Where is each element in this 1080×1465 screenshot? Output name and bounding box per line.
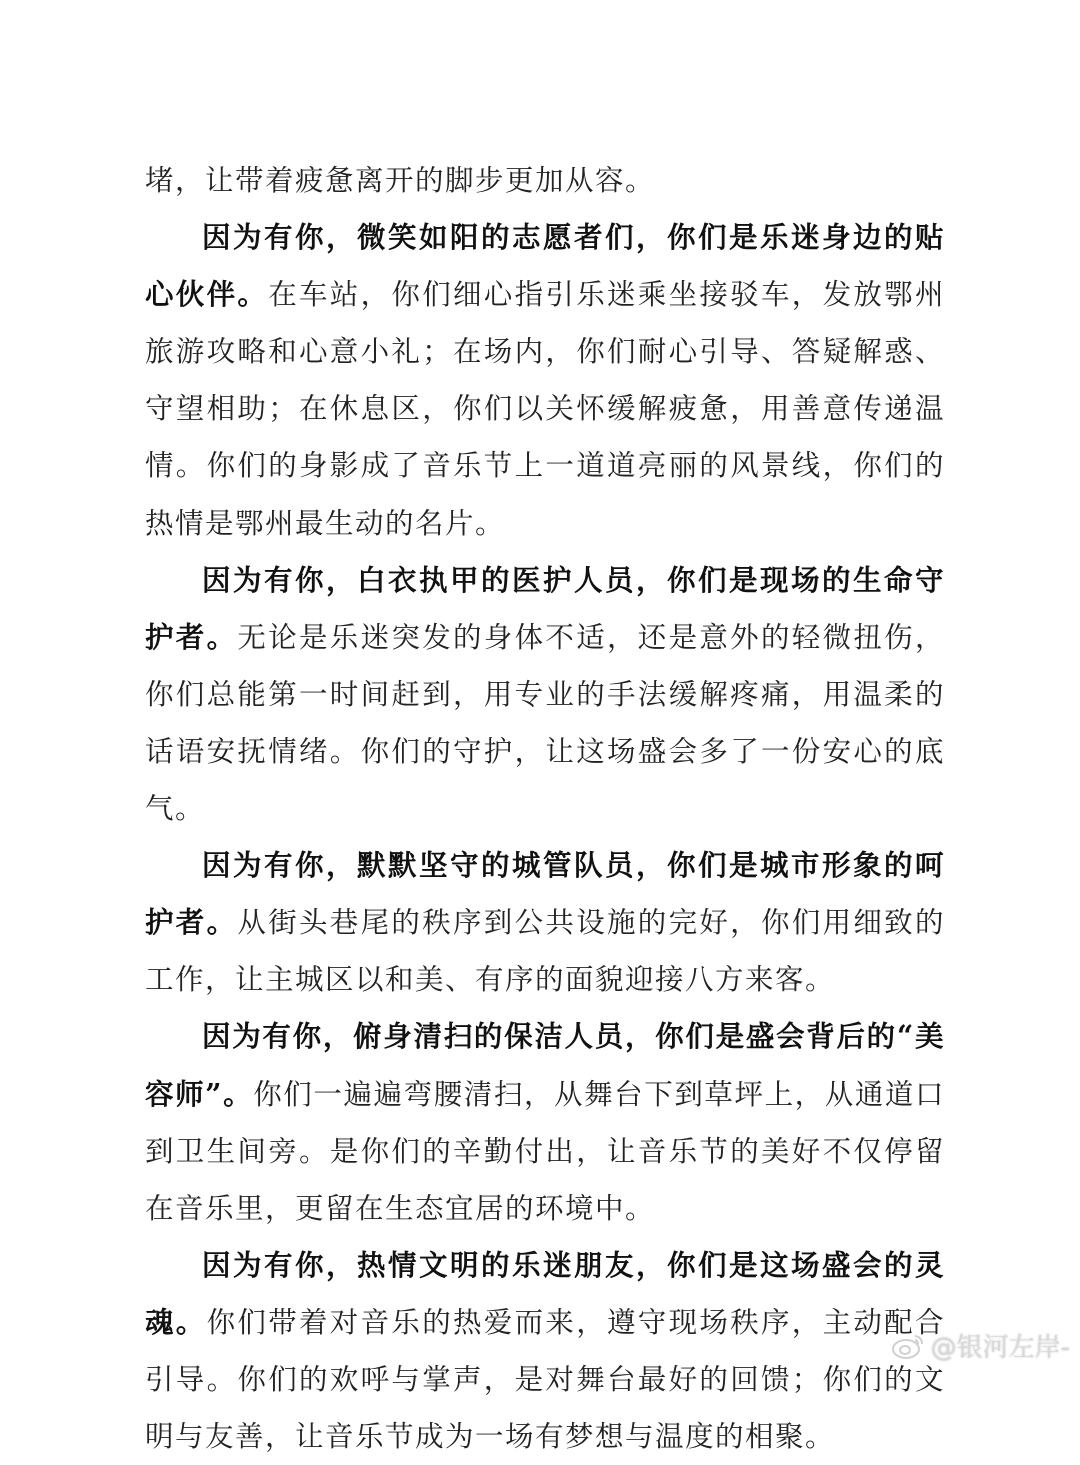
paragraph-text: 无论是乐迷突发的身体不适，还是意外的轻微扭伤，你们总能第一时间赶到，用专业的手法缓解疼痛，用温柔的话语安抚情绪。你们的守护，让这场盛会多了一份安心的底气。 [145, 620, 945, 826]
paragraph-text: 在车站，你们细心指引乐迷乘坐接驳车，发放鄂州旅游攻略和心意小礼；在场内，你们耐心引导、答疑解惑、守望相助；在休息区，你们以关怀缓解疲惫，用善意传递温情。你们的身影成了音乐节上一道道亮丽的风景线，你们的热情是鄂州最生动的名片。 [145, 278, 945, 540]
paragraph-lead: 因为有你，默默坚守的城管队员，你们是城市形象的呵护者。 [145, 848, 945, 940]
paragraph-text: 你们一遍遍弯腰清扫，从舞台下到草坪上，从通道口到卫生间旁。是你们的辛勤付出，让音乐节的美好不仅停留在音乐里，更留在生态宜居的环境中。 [145, 1077, 945, 1225]
paragraph-lead: 因为有你，微笑如阳的志愿者们，你们是乐迷身边的贴心伙伴。 [145, 220, 945, 312]
paragraph-lead: 因为有你，热情文明的乐迷朋友，你们是这场盛会的灵魂。 [145, 1247, 945, 1339]
paragraph-volunteers [145, 209, 945, 552]
paragraph-city-management [145, 837, 945, 1008]
paragraph-cleaners [145, 1008, 945, 1236]
watermark [891, 1327, 1070, 1364]
paragraph-continued [145, 152, 945, 209]
paragraph-text: 你们带着对音乐的热爱而来，遵守现场秩序，主动配合引导。你们的欢呼与掌声，是对舞台最好的回馈；你们的文明与友善，让音乐节成为一场有梦想与温度的相聚。 [145, 1305, 945, 1454]
paragraph-lead: 因为有你，俯身清扫的保洁人员，你们是盛会背后的“美容师”。 [145, 1019, 945, 1111]
paragraph-medical [145, 552, 945, 837]
paragraph-fans [145, 1237, 945, 1465]
paragraph-text: 从街头巷尾的秩序到公共设施的完好，你们用细致的工作，让主城区以和美、有序的面貌迎接八方来客。 [145, 906, 945, 997]
paragraph-lead: 因为有你，白衣执甲的医护人员，你们是现场的生命守护者。 [145, 562, 945, 654]
paragraph-text: 堵，让带着疲惫离开的脚步更加从容。 [145, 164, 656, 197]
article-body [145, 152, 945, 1465]
watermark-text: @银河左岸- [930, 1333, 1070, 1363]
weibo-icon [891, 1332, 925, 1360]
